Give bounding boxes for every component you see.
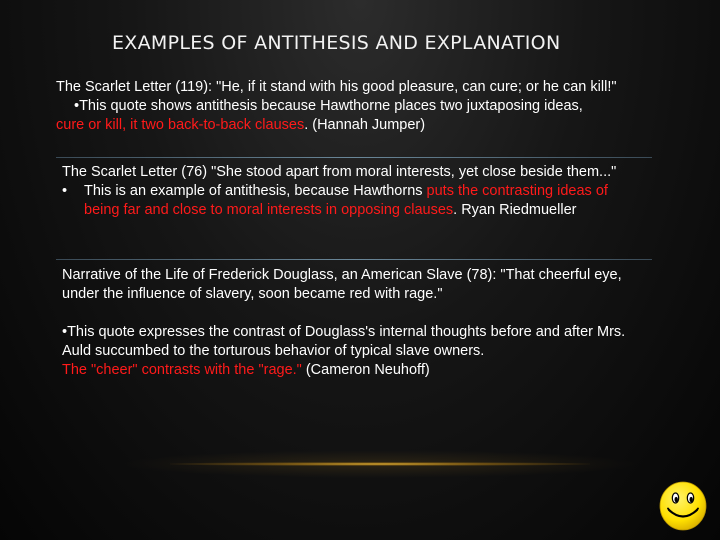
floor-glow-line <box>170 462 590 466</box>
antithesis-example-3 <box>62 266 642 380</box>
example-2-explanation <box>84 182 642 220</box>
example-1-highlight: cure or kill, it two back-to-back clauses <box>56 117 305 133</box>
example-3-quote: Narrative of the Life of Frederick Douglass, an American Slave (78): "That cheerful eye, under the influence of slavery, soon became red with rage." <box>62 267 622 302</box>
example-1-explanation <box>56 97 656 116</box>
example-1-attribution: . (Hannah Jumper) <box>304 117 426 133</box>
example-2-highlight: puts the contrasting ideas of being far and close to moral interests in opposing clauses <box>84 183 608 218</box>
example-1-explanation-cont <box>56 116 656 135</box>
section-divider <box>56 157 652 158</box>
example-2-explanation-text: This is an example of antithesis, because Hawthorns <box>84 183 427 199</box>
example-2-attribution: . Ryan Riedmueller <box>453 202 577 218</box>
example-3-explanation-cont <box>62 361 642 380</box>
slide-title: EXAMPLES OF ANTITHESIS AND EXPLANATION <box>112 32 561 54</box>
section-divider <box>56 259 652 260</box>
example-3-explanation: •This quote expresses the contrast of Douglass's internal thoughts before and after Mrs. Auld succumbed to the torturous behavior of typical slave owners. <box>62 324 626 359</box>
bullet-marker: • <box>62 183 68 199</box>
example-1-explanation-text: •This quote shows antithesis because Hawthorne places two juxtaposing ideas, <box>74 98 583 114</box>
smiley-face-icon <box>659 481 707 531</box>
antithesis-example-1 <box>56 78 656 135</box>
example-2-quote: The Scarlet Letter (76) "She stood apart from moral interests, yet close beside them..." <box>62 164 617 180</box>
spacer <box>62 304 642 323</box>
antithesis-example-2 <box>62 163 642 220</box>
example-3-highlight: The "cheer" contrasts with the "rage." <box>62 362 302 378</box>
example-1-quote: The Scarlet Letter (119): "He, if it stand with his good pleasure, can cure; or he can kill!" <box>56 79 617 95</box>
example-3-attribution: (Cameron Neuhoff) <box>301 362 430 378</box>
example-2-bullet <box>62 182 642 220</box>
